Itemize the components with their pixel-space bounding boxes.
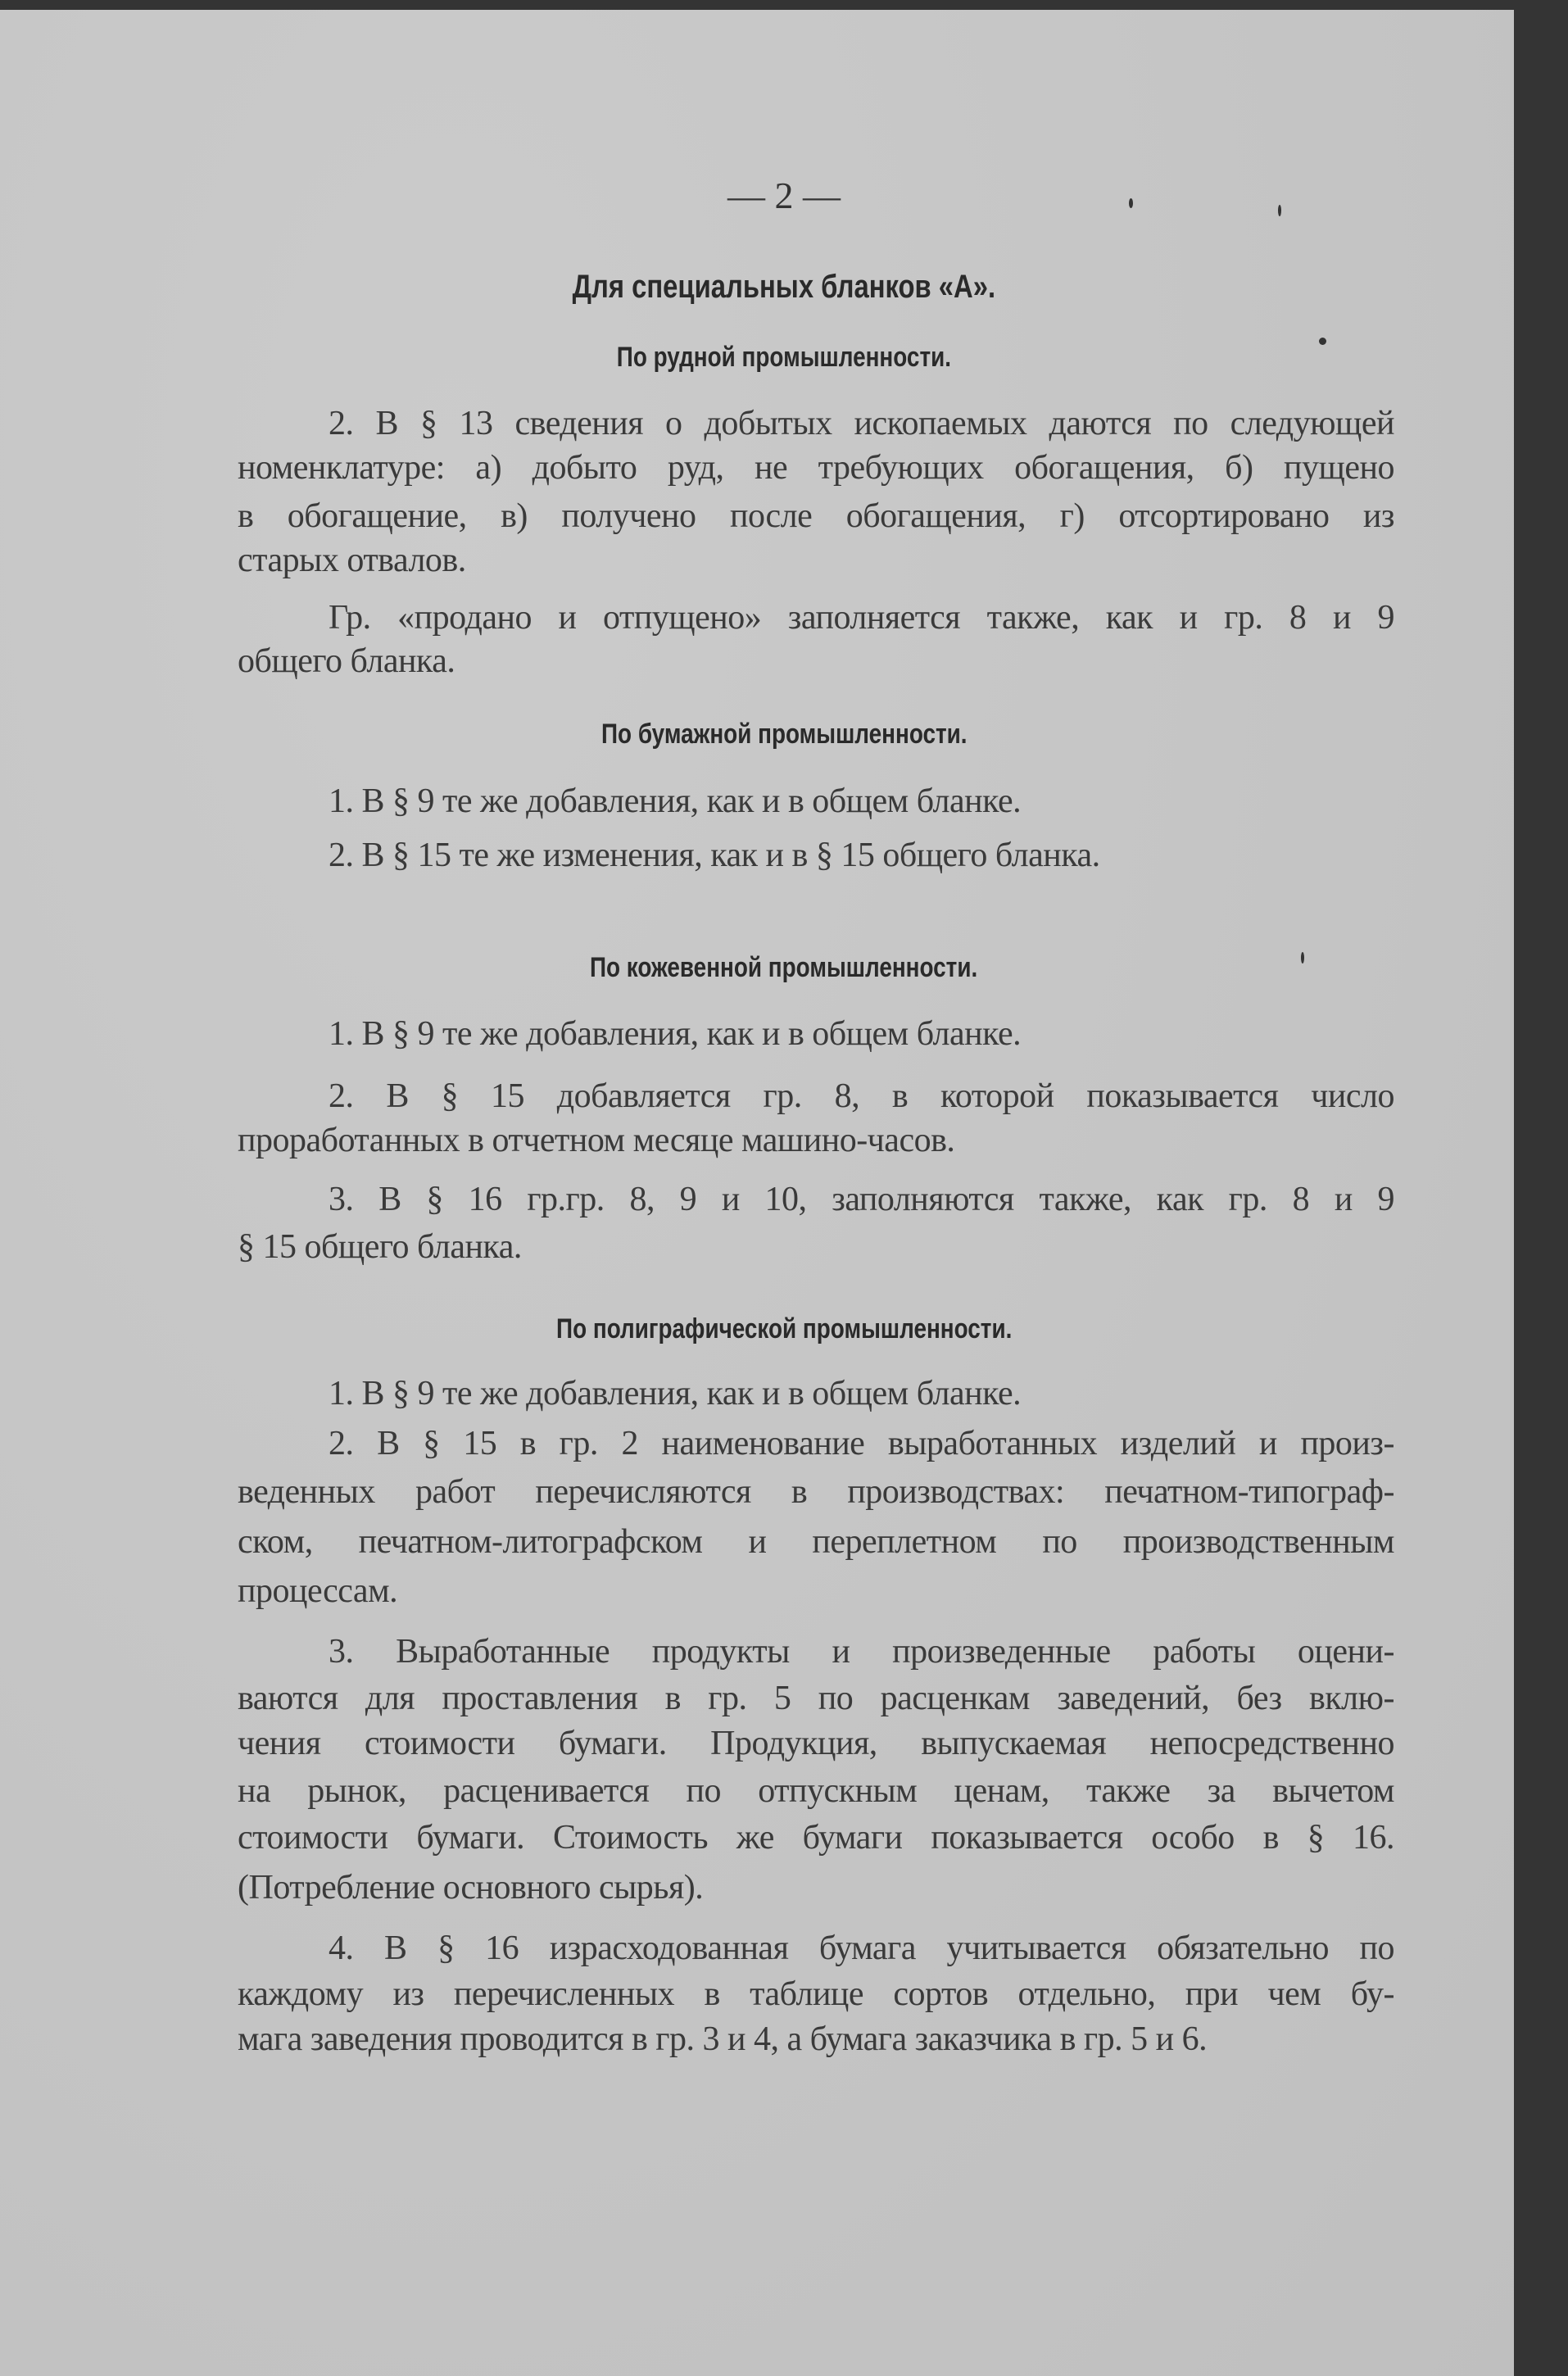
paragraph-line: процессам. [238, 1572, 398, 1610]
paragraph-line: 2. В § 13 сведения о добытых ископаемых даются по следующей [329, 405, 1394, 442]
paragraph-line: 2. В § 15 добавляется гр. 8, в которой показывается число [329, 1077, 1394, 1115]
section-heading [0, 334, 1568, 380]
speck [1319, 338, 1326, 345]
paragraph-line: 1. В § 9 те же добавления, как и в общем бланке. [329, 1375, 1022, 1412]
paragraph-line: проработанных в отчетном месяце машино-часов. [238, 1122, 955, 1159]
paragraph-line: на рынок, расценивается по отпускным ценам, также за вычетом [238, 1772, 1394, 1810]
paragraph-line: ваются для проставления в гр. 5 по расценкам заведений, без вклю- [238, 1680, 1394, 1717]
paragraph-line: ском, печатном-литографском и переплетном по производственным [238, 1523, 1394, 1561]
paragraph-line: старых отвалов. [238, 542, 466, 579]
paragraph-line: 1. В § 9 те же добавления, как и в общем бланке. [329, 782, 1022, 820]
paragraph-line: чения стоимости бумаги. Продукция, выпускаемая непосредственно [238, 1725, 1394, 1762]
paragraph-line: мага заведения проводится в гр. 3 и 4, а бумага заказчика в гр. 5 и 6. [238, 2020, 1208, 2058]
paragraph-line: 4. В § 16 израсходованная бумага учитывается обязательно по [329, 1929, 1394, 1967]
section-heading-text: По полиграфической промышленности. [555, 1313, 1013, 1344]
document-title-text: Для специальных бланков «А». [572, 269, 996, 305]
section-heading-text: По кожевенной промышленности. [590, 952, 978, 983]
paragraph-line: 2. В § 15 в гр. 2 наименование выработанных изделий и произ- [329, 1425, 1394, 1462]
paragraph-line: номенклатуре: а) добыто руд, не требующих обогащения, б) пущено [238, 449, 1394, 487]
paragraph-line: Гр. «продано и отпущено» заполняется также, как и гр. 8 и 9 [329, 599, 1394, 637]
page-number: — 2 — [727, 175, 841, 216]
section-heading [0, 1306, 1568, 1352]
paragraph-line: (Потребление основного сырья). [238, 1869, 704, 1907]
section-heading-text: По рудной промышленности. [616, 342, 952, 373]
paragraph-line: общего бланка. [238, 642, 455, 680]
paragraph-line: веденных работ перечисляются в производствах: печатном-типограф- [238, 1473, 1394, 1511]
paragraph-line: каждому из перечисленных в таблице сортов отдельно, при чем бу- [238, 1975, 1394, 2013]
section-heading-text: По бумажной промышленности. [600, 719, 968, 750]
section-heading [0, 711, 1568, 757]
speck [1129, 198, 1133, 208]
document-page [0, 10, 1514, 2376]
paragraph-line: в обогащение, в) получено после обогащения, г) отсортировано из [238, 497, 1394, 535]
paragraph-line: 3. Выработанные продукты и произведенные работы оцени- [329, 1633, 1394, 1671]
paragraph-line: § 15 общего бланка. [238, 1228, 522, 1266]
section-heading [0, 945, 1568, 991]
paragraph-line: 3. В § 16 гр.гр. 8, 9 и 10, заполняются также, как гр. 8 и 9 [329, 1181, 1394, 1218]
document-title [0, 264, 1568, 310]
speck [1301, 952, 1304, 964]
speck [1278, 205, 1281, 216]
paragraph-line: стоимости бумаги. Стоимость же бумаги показывается особо в § 16. [238, 1819, 1394, 1857]
paragraph-line: 2. В § 15 те же изменения, как и в § 15 общего бланка. [329, 837, 1100, 874]
paragraph-line: 1. В § 9 те же добавления, как и в общем бланке. [329, 1015, 1022, 1053]
